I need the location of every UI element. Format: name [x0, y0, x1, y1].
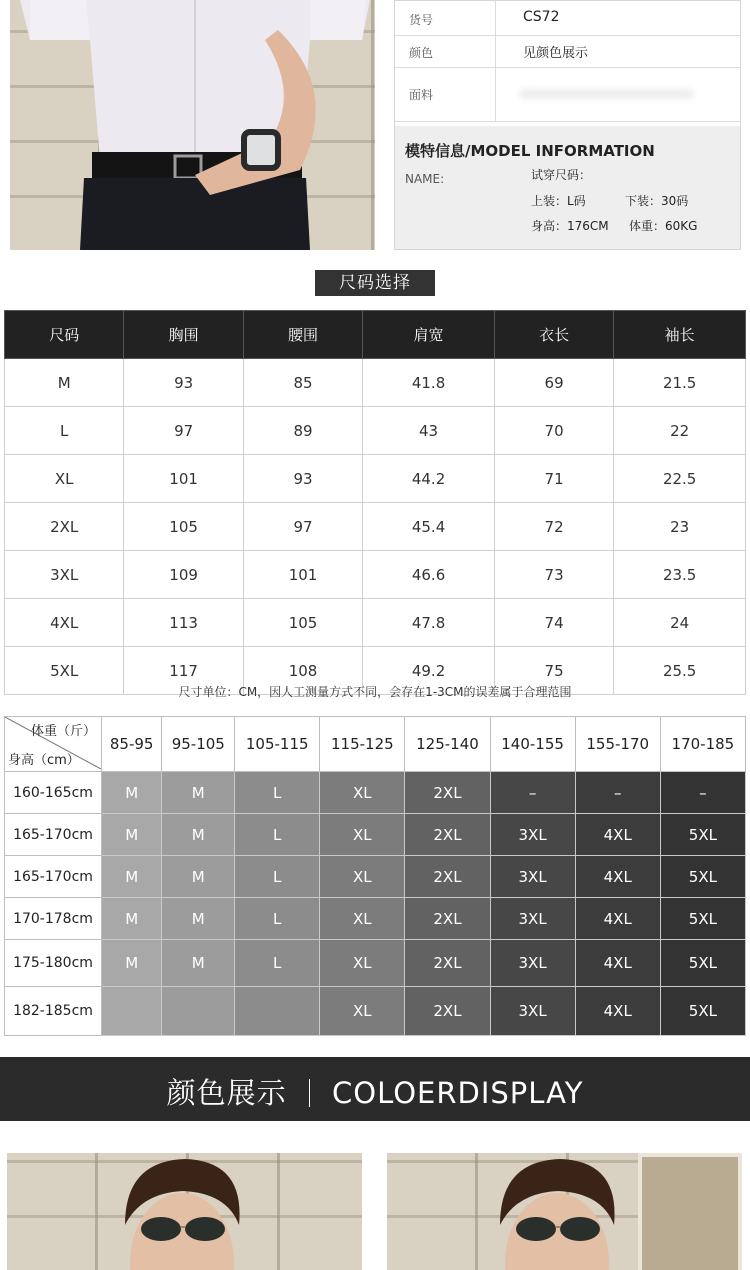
model-portrait-illustration	[7, 1153, 362, 1270]
table-cell: 45.4	[363, 503, 495, 551]
size-cell: M	[162, 814, 235, 856]
model-bottom-size: 下装：30码	[625, 194, 689, 208]
weight-header: 115-125	[320, 717, 405, 772]
model-try-size-label: 试穿尺码：	[531, 168, 592, 182]
weight-header: 85-95	[102, 717, 162, 772]
size-cell: M	[162, 898, 235, 940]
model-top-size: 上装：L码	[531, 194, 586, 208]
size-cell: 4XL	[575, 987, 660, 1036]
header-size: 尺码	[5, 311, 124, 359]
size-cell: XL	[320, 987, 405, 1036]
table-cell: 101	[243, 551, 362, 599]
size-cell: 5XL	[660, 856, 745, 898]
size-cell: 2XL	[405, 987, 490, 1036]
measurement-note: 尺寸单位：CM，因人工测量方式不同，会存在1-3CM的误差属于合理范围	[178, 685, 572, 699]
size-cell: XL	[320, 814, 405, 856]
height-axis-label: 身高（cm）	[8, 753, 80, 768]
size-section-title: 尺码选择	[315, 270, 435, 296]
table-cell: 97	[124, 407, 243, 455]
size-cell: M	[102, 940, 162, 987]
table-row	[5, 359, 746, 407]
table-cell: 23.5	[614, 551, 746, 599]
size-cell: –	[660, 772, 745, 814]
color-display-title-en: COLOERDISPLAY	[332, 1076, 584, 1110]
weight-header: 105-115	[235, 717, 320, 772]
table-cell: 41.8	[363, 359, 495, 407]
model-name-label: NAME:	[405, 172, 445, 186]
height-row-label: 160-165cm	[5, 772, 102, 814]
size-cell: L	[235, 898, 320, 940]
info-key: 面料	[409, 88, 434, 102]
table-cell: 23	[614, 503, 746, 551]
weight-header: 140-155	[490, 717, 575, 772]
info-value: CS72	[523, 9, 560, 25]
table-cell: 25.5	[614, 647, 746, 695]
size-cell: XL	[320, 772, 405, 814]
model-portrait-illustration	[387, 1153, 742, 1270]
table-cell: 49.2	[363, 647, 495, 695]
table-cell: 105	[124, 503, 243, 551]
table-cell: 85	[243, 359, 362, 407]
size-cell: –	[575, 772, 660, 814]
size-cell: L	[235, 814, 320, 856]
info-value: 见颜色展示	[523, 46, 589, 61]
size-cell: L	[235, 856, 320, 898]
info-key: 颜色	[409, 46, 434, 60]
size-cell: XL	[320, 940, 405, 987]
size-cell: M	[102, 814, 162, 856]
header-length: 衣长	[494, 311, 613, 359]
weight-header: 125-140	[405, 717, 490, 772]
table-row	[5, 503, 746, 551]
size-cell: 2XL	[405, 856, 490, 898]
size-cell: 2XL	[405, 898, 490, 940]
size-cell: 4XL	[575, 898, 660, 940]
size-cell: 3XL	[490, 898, 575, 940]
size-cell: M	[162, 772, 235, 814]
size-cell: 2XL	[405, 940, 490, 987]
model-info-panel	[395, 126, 740, 249]
height-row-label: 175-180cm	[5, 940, 102, 987]
table-cell: 73	[494, 551, 613, 599]
model-torso-illustration	[10, 0, 375, 250]
table-cell: 74	[494, 599, 613, 647]
size-recommendation-table	[4, 716, 746, 1036]
info-key: 货号	[409, 13, 434, 27]
table-row	[5, 455, 746, 503]
size-cell: 5XL	[660, 898, 745, 940]
weight-header: 155-170	[575, 717, 660, 772]
size-cell: 4XL	[575, 814, 660, 856]
weight-header: 170-185	[660, 717, 745, 772]
title-separator	[309, 1079, 310, 1107]
table-cell: 3XL	[5, 551, 124, 599]
header-sleeve: 袖长	[614, 311, 746, 359]
table-cell: 113	[124, 599, 243, 647]
size-cell: M	[102, 898, 162, 940]
product-info-panel	[394, 0, 741, 250]
size-cell: M	[162, 856, 235, 898]
height-row-label: 165-170cm	[5, 814, 102, 856]
table-cell: 47.8	[363, 599, 495, 647]
size-cell: –	[490, 772, 575, 814]
size-cell: 5XL	[660, 814, 745, 856]
table-row	[5, 599, 746, 647]
model-info-title: 模特信息/MODEL INFORMATION	[405, 142, 655, 160]
table-row	[5, 551, 746, 599]
table-cell: 75	[494, 647, 613, 695]
color-photo-left	[7, 1153, 362, 1270]
weight-header: 95-105	[162, 717, 235, 772]
header-shoulder: 肩宽	[363, 311, 495, 359]
table-cell: 97	[243, 503, 362, 551]
table-cell: 24	[614, 599, 746, 647]
height-row-label: 165-170cm	[5, 856, 102, 898]
size-chart-header-row	[5, 311, 746, 359]
table-row	[5, 987, 746, 1036]
table-cell: 2XL	[5, 503, 124, 551]
table-cell: L	[5, 407, 124, 455]
size-cell	[102, 987, 162, 1036]
size-cell: 3XL	[490, 856, 575, 898]
table-cell: 71	[494, 455, 613, 503]
weight-axis-label: 体重（斤）	[30, 724, 96, 739]
recommend-header-row	[5, 717, 746, 772]
table-cell: XL	[5, 455, 124, 503]
model-weight: 体重：60KG	[629, 219, 698, 233]
table-cell: 72	[494, 503, 613, 551]
table-row	[5, 856, 746, 898]
table-row	[5, 940, 746, 987]
table-cell: 22	[614, 407, 746, 455]
table-row	[5, 407, 746, 455]
color-photo-right	[387, 1153, 742, 1270]
height-row-label: 170-178cm	[5, 898, 102, 940]
product-photo-top	[10, 0, 375, 250]
table-cell: 5XL	[5, 647, 124, 695]
size-cell: M	[102, 772, 162, 814]
size-cell: XL	[320, 856, 405, 898]
table-cell: 4XL	[5, 599, 124, 647]
table-cell: 109	[124, 551, 243, 599]
table-cell: 44.2	[363, 455, 495, 503]
color-display-banner	[0, 1057, 750, 1121]
size-cell: L	[235, 772, 320, 814]
header-chest: 胸围	[124, 311, 243, 359]
header-waist: 腰围	[243, 311, 362, 359]
size-cell: XL	[320, 898, 405, 940]
size-cell: 4XL	[575, 940, 660, 987]
table-cell: 46.6	[363, 551, 495, 599]
size-cell	[162, 987, 235, 1036]
size-cell: M	[162, 940, 235, 987]
size-cell: 5XL	[660, 940, 745, 987]
blurred-fabric-value	[519, 89, 694, 99]
table-cell: 117	[124, 647, 243, 695]
table-cell: 22.5	[614, 455, 746, 503]
table-row	[5, 772, 746, 814]
table-cell: 43	[363, 407, 495, 455]
table-cell: M	[5, 359, 124, 407]
table-cell: 101	[124, 455, 243, 503]
corner-header	[5, 717, 102, 772]
size-cell: 3XL	[490, 987, 575, 1036]
size-chart-table	[4, 310, 746, 695]
size-cell: L	[235, 940, 320, 987]
table-cell: 89	[243, 407, 362, 455]
size-cell: M	[102, 856, 162, 898]
height-row-label: 182-185cm	[5, 987, 102, 1036]
size-cell: 5XL	[660, 987, 745, 1036]
size-cell: 4XL	[575, 856, 660, 898]
color-display-title-cn: 颜色展示	[166, 1076, 287, 1110]
table-cell: 108	[243, 647, 362, 695]
model-height: 身高：176CM	[531, 219, 609, 233]
table-cell: 93	[124, 359, 243, 407]
info-row-fabric	[395, 67, 740, 122]
size-cell: 3XL	[490, 940, 575, 987]
size-cell: 2XL	[405, 814, 490, 856]
table-cell: 69	[494, 359, 613, 407]
table-cell: 93	[243, 455, 362, 503]
size-cell: 2XL	[405, 772, 490, 814]
table-cell: 70	[494, 407, 613, 455]
size-cell	[235, 987, 320, 1036]
table-row	[5, 898, 746, 940]
table-cell: 21.5	[614, 359, 746, 407]
size-cell: 3XL	[490, 814, 575, 856]
info-row-color	[395, 35, 740, 68]
table-cell: 105	[243, 599, 362, 647]
table-row	[5, 814, 746, 856]
info-row-sku	[395, 1, 740, 36]
